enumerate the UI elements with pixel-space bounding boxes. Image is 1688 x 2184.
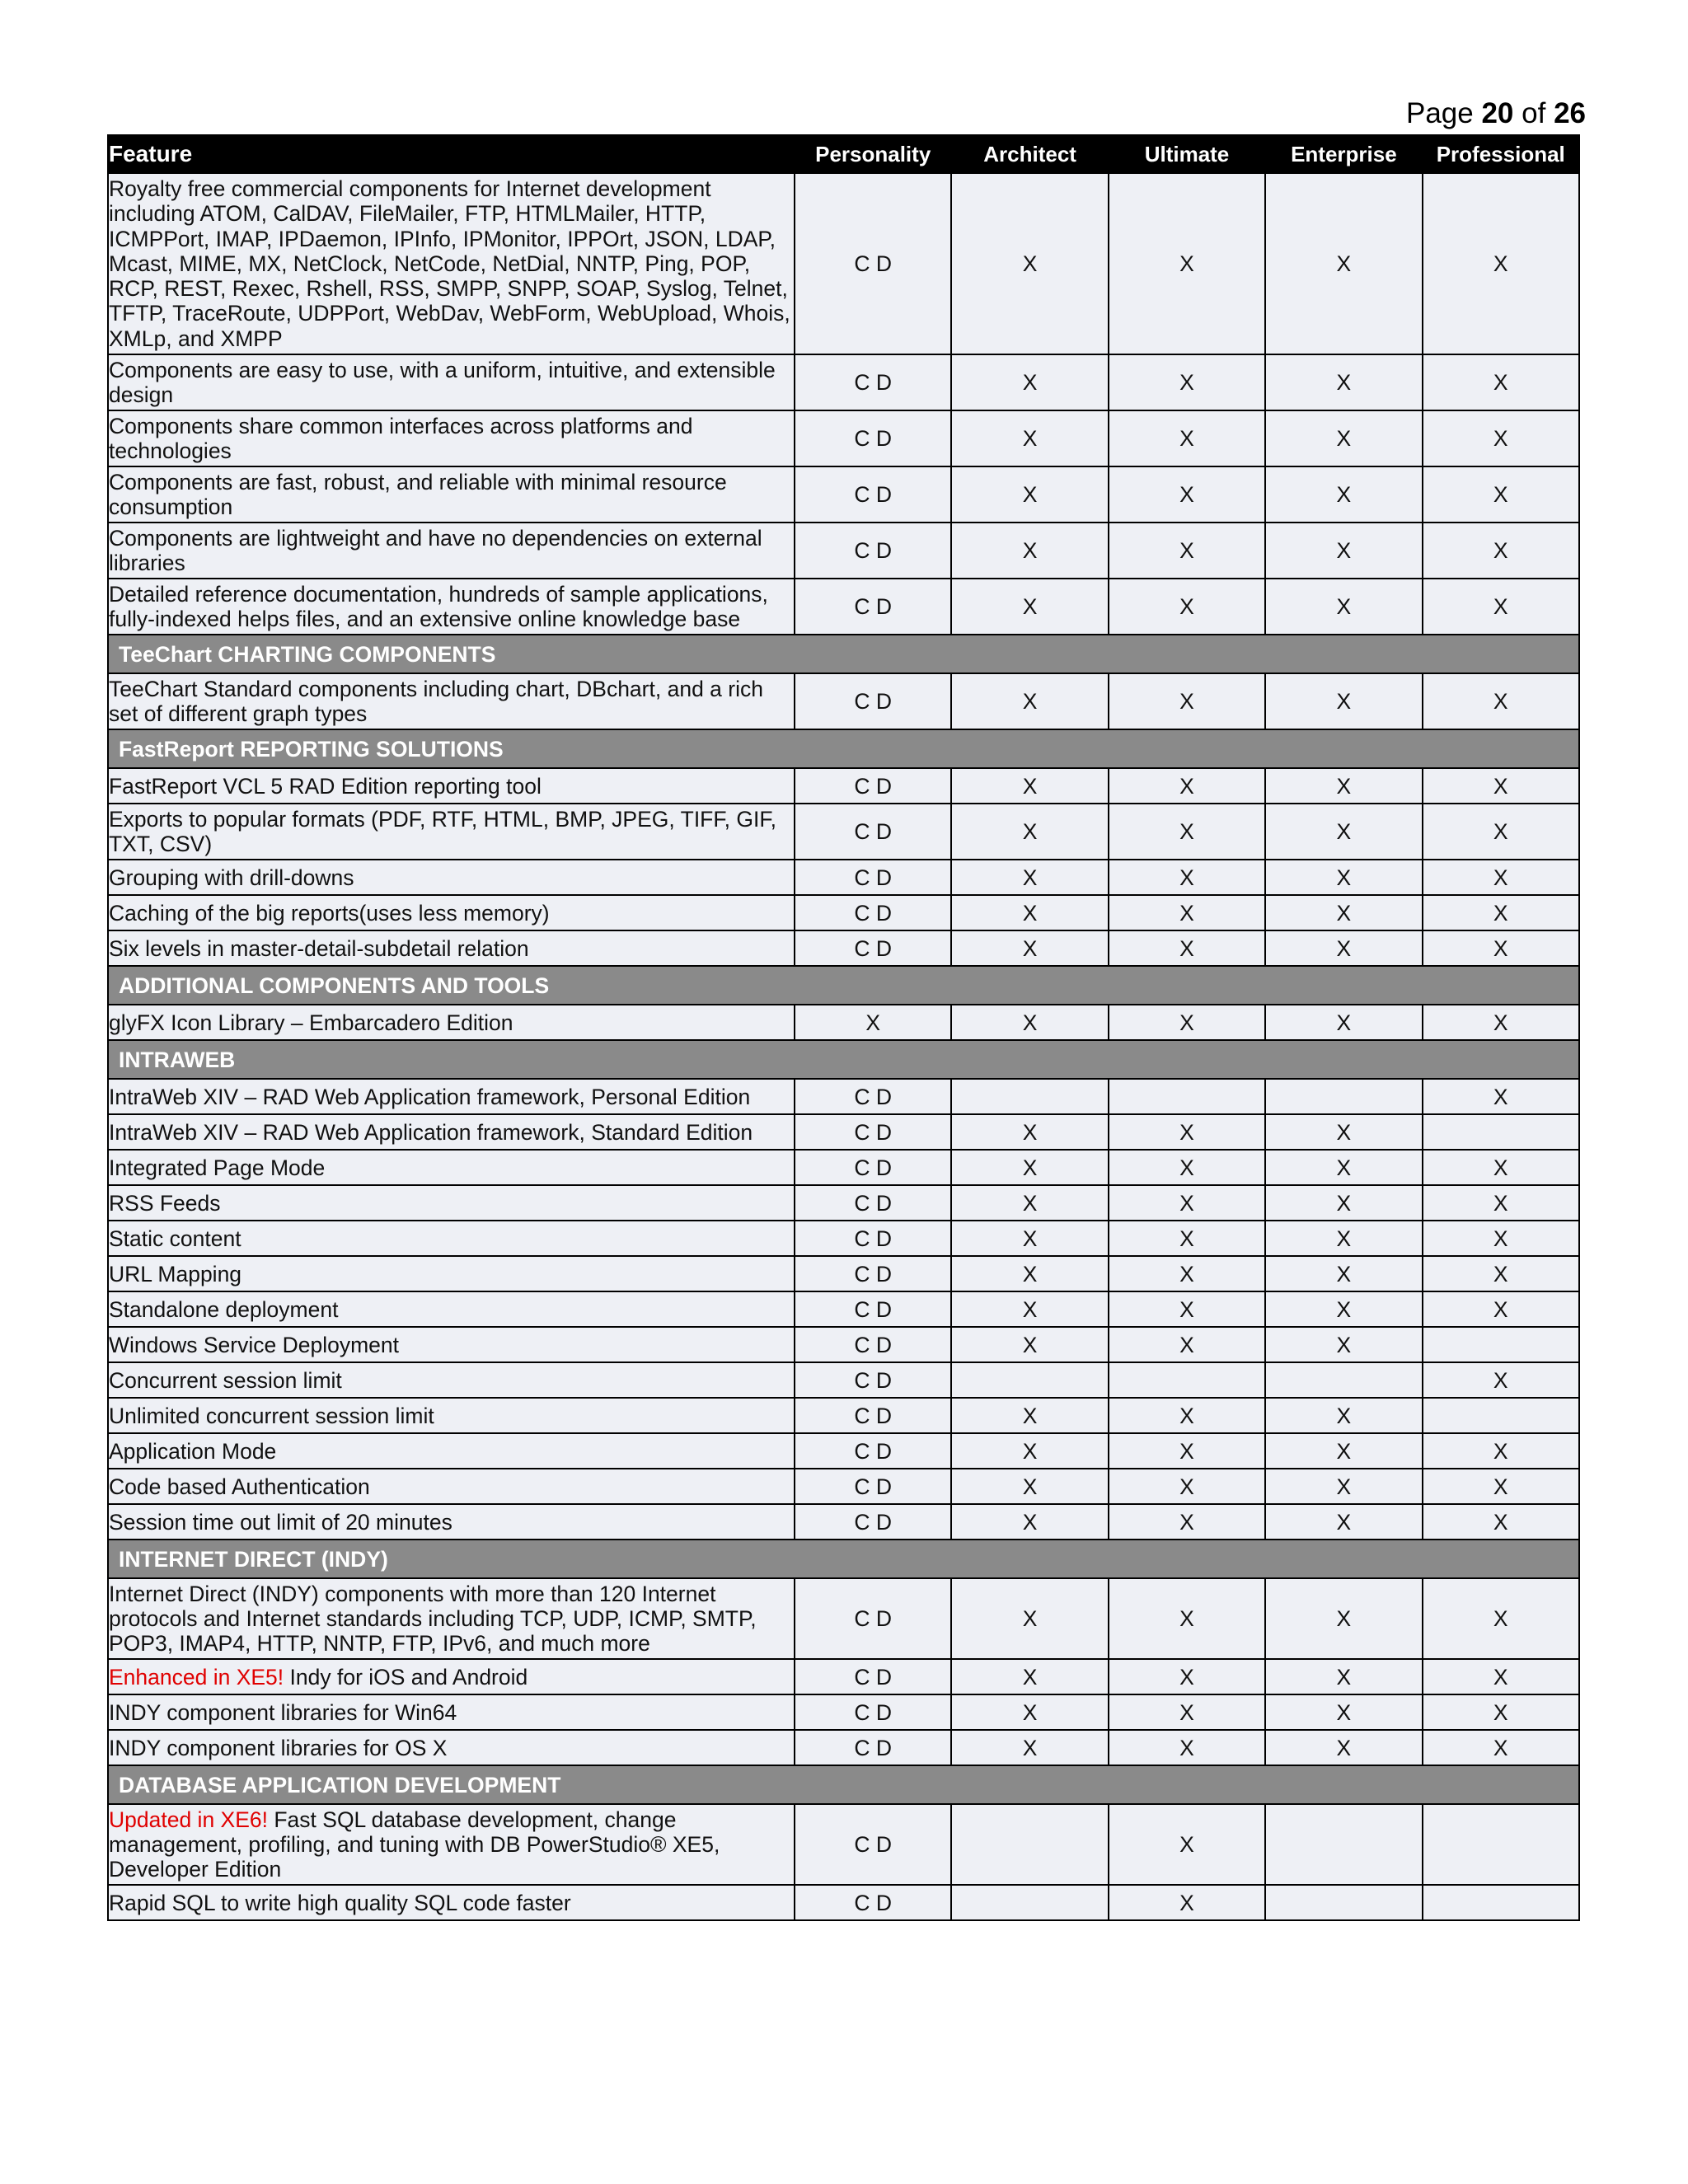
ultimate-cell: X	[1109, 1185, 1265, 1221]
ultimate-cell: X	[1109, 1804, 1265, 1885]
personality-cell: C D	[795, 1433, 951, 1469]
feature-comparison-table	[107, 134, 1580, 1921]
feature-text: Standalone deployment	[109, 1296, 339, 1322]
personality-cell: C D	[795, 523, 951, 579]
architect-cell: X	[951, 1730, 1108, 1765]
professional-cell: X	[1423, 1005, 1579, 1040]
professional-cell: X	[1423, 1504, 1579, 1540]
table-body	[108, 173, 1579, 1920]
architect-cell: X	[951, 1504, 1108, 1540]
table-row	[108, 1114, 1579, 1150]
ultimate-cell: X	[1109, 1730, 1265, 1765]
section-header-row	[108, 1765, 1579, 1804]
section-title: INTRAWEB	[108, 1040, 1579, 1079]
professional-cell	[1423, 1398, 1579, 1433]
feature-text: Code based Authentication	[109, 1474, 370, 1499]
feature-text: Concurrent session limit	[109, 1367, 342, 1393]
personality-cell: C D	[795, 1221, 951, 1256]
professional-cell: X	[1423, 1730, 1579, 1765]
personality-cell: C D	[795, 1578, 951, 1659]
professional-cell: X	[1423, 1291, 1579, 1327]
professional-cell	[1423, 1804, 1579, 1885]
table-row	[108, 1221, 1579, 1256]
feature-cell	[108, 930, 795, 966]
table-row	[108, 579, 1579, 635]
table-row	[108, 1885, 1579, 1920]
section-title: TeeChart CHARTING COMPONENTS	[108, 635, 1579, 673]
ultimate-cell: X	[1109, 1327, 1265, 1362]
professional-cell: X	[1423, 895, 1579, 930]
enterprise-cell: X	[1265, 1730, 1422, 1765]
personality-cell: C D	[795, 930, 951, 966]
table-row	[108, 1578, 1579, 1659]
enterprise-cell: X	[1265, 1578, 1422, 1659]
ultimate-cell: X	[1109, 579, 1265, 635]
personality-cell: C D	[795, 1398, 951, 1433]
ultimate-cell: X	[1109, 1694, 1265, 1730]
table-row	[108, 1398, 1579, 1433]
enterprise-cell: X	[1265, 930, 1422, 966]
page-total: 26	[1554, 97, 1586, 129]
feature-cell	[108, 579, 795, 635]
professional-cell: X	[1423, 1469, 1579, 1504]
table-row	[108, 1079, 1579, 1114]
enterprise-cell	[1265, 1362, 1422, 1398]
feature-text: Rapid SQL to write high quality SQL code faster	[109, 1890, 571, 1915]
enterprise-cell: X	[1265, 354, 1422, 410]
personality-cell: C D	[795, 1362, 951, 1398]
feature-cell	[108, 768, 795, 804]
ultimate-cell	[1109, 1362, 1265, 1398]
feature-text: IntraWeb XIV – RAD Web Application framework, Personal Edition	[109, 1084, 751, 1109]
personality-cell: C D	[795, 1291, 951, 1327]
feature-cell	[108, 1578, 795, 1659]
feature-cell	[108, 1730, 795, 1765]
professional-cell	[1423, 1114, 1579, 1150]
feature-text: URL Mapping	[109, 1261, 242, 1286]
personality-cell: C D	[795, 673, 951, 729]
personality-cell: C D	[795, 1079, 951, 1114]
architect-cell: X	[951, 1005, 1108, 1040]
professional-cell: X	[1423, 466, 1579, 523]
section-header-row	[108, 1540, 1579, 1578]
table-row	[108, 354, 1579, 410]
professional-cell	[1423, 1327, 1579, 1362]
feature-text: Grouping with drill-downs	[109, 865, 354, 890]
table-row	[108, 1256, 1579, 1291]
table-row	[108, 1291, 1579, 1327]
architect-cell: X	[951, 1256, 1108, 1291]
table-row	[108, 1659, 1579, 1694]
ultimate-cell: X	[1109, 173, 1265, 354]
feature-text: Exports to popular formats (PDF, RTF, HTML, BMP, JPEG, TIFF, GIF, TXT, CSV)	[109, 807, 776, 856]
table-row	[108, 1005, 1579, 1040]
feature-cell	[108, 1291, 795, 1327]
enterprise-cell: X	[1265, 1694, 1422, 1730]
enterprise-cell: X	[1265, 673, 1422, 729]
enterprise-cell: X	[1265, 1150, 1422, 1185]
table-row	[108, 1150, 1579, 1185]
professional-cell	[1423, 1885, 1579, 1920]
feature-cell	[108, 804, 795, 860]
feature-text: Static content	[109, 1226, 241, 1251]
professional-cell: X	[1423, 1659, 1579, 1694]
ultimate-cell: X	[1109, 1005, 1265, 1040]
ultimate-cell: X	[1109, 860, 1265, 895]
feature-text: Unlimited concurrent session limit	[109, 1403, 434, 1428]
architect-cell: X	[951, 523, 1108, 579]
professional-cell: X	[1423, 1221, 1579, 1256]
section-header-row	[108, 1040, 1579, 1079]
professional-cell: X	[1423, 579, 1579, 635]
ultimate-cell: X	[1109, 930, 1265, 966]
architect-cell: X	[951, 1578, 1108, 1659]
header-feature: Feature	[108, 135, 795, 173]
professional-cell: X	[1423, 673, 1579, 729]
enterprise-cell: X	[1265, 768, 1422, 804]
personality-cell: C D	[795, 1256, 951, 1291]
feature-cell	[108, 1398, 795, 1433]
personality-cell: C D	[795, 1659, 951, 1694]
enterprise-cell: X	[1265, 1433, 1422, 1469]
architect-cell: X	[951, 1291, 1108, 1327]
feature-text: Components are easy to use, with a uniform, intuitive, and extensible design	[109, 358, 776, 407]
professional-cell: X	[1423, 1362, 1579, 1398]
feature-text: Caching of the big reports(uses less memory)	[109, 900, 550, 926]
enterprise-cell: X	[1265, 1256, 1422, 1291]
table-row	[108, 804, 1579, 860]
table-row	[108, 173, 1579, 354]
ultimate-cell: X	[1109, 1150, 1265, 1185]
feature-text: Six levels in master-detail-subdetail relation	[109, 935, 529, 961]
architect-cell: X	[951, 930, 1108, 966]
table-row	[108, 930, 1579, 966]
architect-cell: X	[951, 1114, 1108, 1150]
table-row	[108, 860, 1579, 895]
personality-cell: C D	[795, 1804, 951, 1885]
section-title: INTERNET DIRECT (INDY)	[108, 1540, 1579, 1578]
enterprise-cell: X	[1265, 173, 1422, 354]
architect-cell: X	[951, 1694, 1108, 1730]
section-title: ADDITIONAL COMPONENTS AND TOOLS	[108, 966, 1579, 1005]
architect-cell	[951, 1804, 1108, 1885]
feature-text: Windows Service Deployment	[109, 1332, 399, 1357]
header-enterprise: Enterprise	[1265, 135, 1422, 173]
architect-cell: X	[951, 354, 1108, 410]
architect-cell: X	[951, 1327, 1108, 1362]
ultimate-cell: X	[1109, 673, 1265, 729]
table-row	[108, 1504, 1579, 1540]
architect-cell: X	[951, 895, 1108, 930]
professional-cell: X	[1423, 1433, 1579, 1469]
enterprise-cell	[1265, 1079, 1422, 1114]
ultimate-cell: X	[1109, 1433, 1265, 1469]
page-current: 20	[1481, 97, 1514, 129]
personality-cell: C D	[795, 804, 951, 860]
professional-cell: X	[1423, 860, 1579, 895]
table-row	[108, 466, 1579, 523]
feature-cell	[108, 1327, 795, 1362]
professional-cell: X	[1423, 1150, 1579, 1185]
personality-cell: C D	[795, 1114, 951, 1150]
architect-cell: X	[951, 1659, 1108, 1694]
feature-cell	[108, 1362, 795, 1398]
ultimate-cell: X	[1109, 1504, 1265, 1540]
feature-cell	[108, 523, 795, 579]
architect-cell: X	[951, 1469, 1108, 1504]
professional-cell: X	[1423, 1079, 1579, 1114]
feature-text: Application Mode	[109, 1438, 277, 1464]
header-architect: Architect	[951, 135, 1108, 173]
personality-cell: C D	[795, 173, 951, 354]
feature-text: TeeChart Standard components including chart, DBchart, and a rich set of different graph types	[109, 677, 763, 726]
table-row	[108, 1185, 1579, 1221]
feature-cell	[108, 1079, 795, 1114]
feature-cell	[108, 1433, 795, 1469]
ultimate-cell: X	[1109, 523, 1265, 579]
architect-cell: X	[951, 173, 1108, 354]
enterprise-cell: X	[1265, 410, 1422, 466]
personality-cell: C D	[795, 860, 951, 895]
enterprise-cell	[1265, 1804, 1422, 1885]
section-header-row	[108, 635, 1579, 673]
enterprise-cell: X	[1265, 1185, 1422, 1221]
section-header-row	[108, 966, 1579, 1005]
personality-cell: C D	[795, 1885, 951, 1920]
feature-text: Session time out limit of 20 minutes	[109, 1509, 452, 1535]
enterprise-cell: X	[1265, 1005, 1422, 1040]
personality-cell: C D	[795, 579, 951, 635]
enterprise-cell: X	[1265, 804, 1422, 860]
ultimate-cell: X	[1109, 1221, 1265, 1256]
header-professional: Professional	[1423, 135, 1579, 173]
ultimate-cell: X	[1109, 1114, 1265, 1150]
ultimate-cell: X	[1109, 1659, 1265, 1694]
feature-cell	[108, 895, 795, 930]
feature-text: IntraWeb XIV – RAD Web Application framework, Standard Edition	[109, 1119, 753, 1145]
personality-cell: C D	[795, 354, 951, 410]
feature-text: Indy for iOS and Android	[284, 1664, 528, 1690]
feature-text: Components are lightweight and have no dependencies on external libraries	[109, 526, 762, 575]
architect-cell: X	[951, 1150, 1108, 1185]
architect-cell: X	[951, 1398, 1108, 1433]
feature-cell	[108, 173, 795, 354]
feature-text: FastReport VCL 5 RAD Edition reporting tool	[109, 773, 542, 799]
table-row	[108, 768, 1579, 804]
professional-cell: X	[1423, 173, 1579, 354]
enterprise-cell: X	[1265, 579, 1422, 635]
header-ultimate: Ultimate	[1109, 135, 1265, 173]
enterprise-cell: X	[1265, 1291, 1422, 1327]
section-header-row	[108, 729, 1579, 768]
personality-cell: C D	[795, 466, 951, 523]
ultimate-cell: X	[1109, 768, 1265, 804]
professional-cell: X	[1423, 768, 1579, 804]
personality-cell: C D	[795, 1327, 951, 1362]
feature-text: Components are fast, robust, and reliable with minimal resource consumption	[109, 470, 727, 519]
feature-text: Fast SQL database development, change management, profiling, and tuning with DB PowerStudio® XE5, Developer Edition	[109, 1807, 720, 1882]
enterprise-cell: X	[1265, 1504, 1422, 1540]
ultimate-cell: X	[1109, 1578, 1265, 1659]
professional-cell: X	[1423, 804, 1579, 860]
feature-cell	[108, 1256, 795, 1291]
enterprise-cell: X	[1265, 860, 1422, 895]
ultimate-cell: X	[1109, 410, 1265, 466]
feature-cell	[108, 466, 795, 523]
section-title: DATABASE APPLICATION DEVELOPMENT	[108, 1765, 1579, 1804]
table-header	[108, 135, 1579, 173]
feature-cell	[108, 1504, 795, 1540]
section-title: FastReport REPORTING SOLUTIONS	[108, 729, 1579, 768]
feature-cell	[108, 410, 795, 466]
feature-text: INDY component libraries for Win64	[109, 1699, 457, 1725]
feature-cell	[108, 1221, 795, 1256]
feature-cell	[108, 1185, 795, 1221]
enterprise-cell: X	[1265, 1398, 1422, 1433]
personality-cell: C D	[795, 1185, 951, 1221]
table-row	[108, 1730, 1579, 1765]
feature-cell	[108, 1659, 795, 1694]
architect-cell: X	[951, 804, 1108, 860]
architect-cell: X	[951, 1221, 1108, 1256]
table-row	[108, 1469, 1579, 1504]
architect-cell: X	[951, 768, 1108, 804]
ultimate-cell: X	[1109, 466, 1265, 523]
enterprise-cell: X	[1265, 1469, 1422, 1504]
table-row	[108, 1327, 1579, 1362]
feature-text: RSS Feeds	[109, 1190, 221, 1216]
feature-cell	[108, 1885, 795, 1920]
architect-cell: X	[951, 579, 1108, 635]
table-row	[108, 523, 1579, 579]
table-row	[108, 1694, 1579, 1730]
personality-cell: C D	[795, 410, 951, 466]
feature-cell	[108, 1114, 795, 1150]
enterprise-cell: X	[1265, 1114, 1422, 1150]
ultimate-cell: X	[1109, 1256, 1265, 1291]
architect-cell: X	[951, 860, 1108, 895]
page-number	[1406, 97, 1586, 130]
personality-cell: X	[795, 1005, 951, 1040]
table-row	[108, 895, 1579, 930]
ultimate-cell: X	[1109, 354, 1265, 410]
professional-cell: X	[1423, 1578, 1579, 1659]
ultimate-cell: X	[1109, 1469, 1265, 1504]
feature-cell	[108, 673, 795, 729]
feature-cell	[108, 1469, 795, 1504]
feature-text: Royalty free commercial components for Internet development including ATOM, CalDAV, FileMailer, FTP, HTMLMailer, HTTP, ICMPPort, IMAP, IPDaemon, IPInfo, IPMonitor, IPPOrt, JSON, LDAP, Mcast, MIME, MX, NetClock, NetCode, NetDial, NNTP, Ping, POP, RCP, REST, Rexec, Rshell, RSS, SMPP, SNPP, SOAP, Syslog, Telnet, TFTP, TraceRoute, UDPPort, WebDav, WebForm, WebUpload, Whois, XMLp, and XMPP	[109, 176, 790, 351]
ultimate-cell: X	[1109, 1398, 1265, 1433]
architect-cell	[951, 1885, 1108, 1920]
header-personality: Personality	[795, 135, 951, 173]
enterprise-cell: X	[1265, 523, 1422, 579]
architect-cell: X	[951, 410, 1108, 466]
table-row	[108, 1433, 1579, 1469]
architect-cell	[951, 1362, 1108, 1398]
professional-cell: X	[1423, 523, 1579, 579]
table-row	[108, 410, 1579, 466]
ultimate-cell: X	[1109, 1291, 1265, 1327]
feature-cell	[108, 354, 795, 410]
professional-cell: X	[1423, 1694, 1579, 1730]
enterprise-cell: X	[1265, 1659, 1422, 1694]
highlight-label: Updated in XE6!	[109, 1807, 268, 1832]
page-of: of	[1522, 97, 1546, 129]
feature-text: glyFX Icon Library – Embarcadero Edition	[109, 1010, 513, 1035]
feature-text: Detailed reference documentation, hundreds of sample applications, fully-indexed helps files, and an extensive online knowledge base	[109, 582, 768, 631]
feature-text: Components share common interfaces across platforms and technologies	[109, 414, 693, 463]
personality-cell: C D	[795, 1730, 951, 1765]
professional-cell: X	[1423, 410, 1579, 466]
architect-cell	[951, 1079, 1108, 1114]
personality-cell: C D	[795, 895, 951, 930]
header-row	[108, 135, 1579, 173]
architect-cell: X	[951, 466, 1108, 523]
professional-cell: X	[1423, 1256, 1579, 1291]
enterprise-cell: X	[1265, 466, 1422, 523]
ultimate-cell: X	[1109, 1885, 1265, 1920]
page-prefix: Page	[1405, 97, 1474, 129]
highlight-label: Enhanced in XE5!	[109, 1664, 284, 1690]
professional-cell: X	[1423, 1185, 1579, 1221]
architect-cell: X	[951, 1433, 1108, 1469]
personality-cell: C D	[795, 768, 951, 804]
personality-cell: C D	[795, 1469, 951, 1504]
table-row	[108, 673, 1579, 729]
feature-text: INDY component libraries for OS X	[109, 1735, 448, 1760]
feature-text: Internet Direct (INDY) components with more than 120 Internet protocols and Internet standards including TCP, UDP, ICMP, SMTP, POP3, IMAP4, HTTP, NNTP, FTP, IPv6, and much more	[109, 1582, 757, 1656]
ultimate-cell: X	[1109, 895, 1265, 930]
professional-cell: X	[1423, 354, 1579, 410]
feature-text: Integrated Page Mode	[109, 1155, 326, 1180]
enterprise-cell	[1265, 1885, 1422, 1920]
table-row	[108, 1804, 1579, 1885]
feature-cell	[108, 1804, 795, 1885]
personality-cell: C D	[795, 1504, 951, 1540]
ultimate-cell	[1109, 1079, 1265, 1114]
enterprise-cell: X	[1265, 1221, 1422, 1256]
ultimate-cell: X	[1109, 804, 1265, 860]
feature-cell	[108, 1694, 795, 1730]
professional-cell: X	[1423, 930, 1579, 966]
feature-cell	[108, 1150, 795, 1185]
feature-cell	[108, 1005, 795, 1040]
architect-cell: X	[951, 673, 1108, 729]
architect-cell: X	[951, 1185, 1108, 1221]
feature-cell	[108, 860, 795, 895]
personality-cell: C D	[795, 1150, 951, 1185]
personality-cell: C D	[795, 1694, 951, 1730]
enterprise-cell: X	[1265, 895, 1422, 930]
table-row	[108, 1362, 1579, 1398]
enterprise-cell: X	[1265, 1327, 1422, 1362]
